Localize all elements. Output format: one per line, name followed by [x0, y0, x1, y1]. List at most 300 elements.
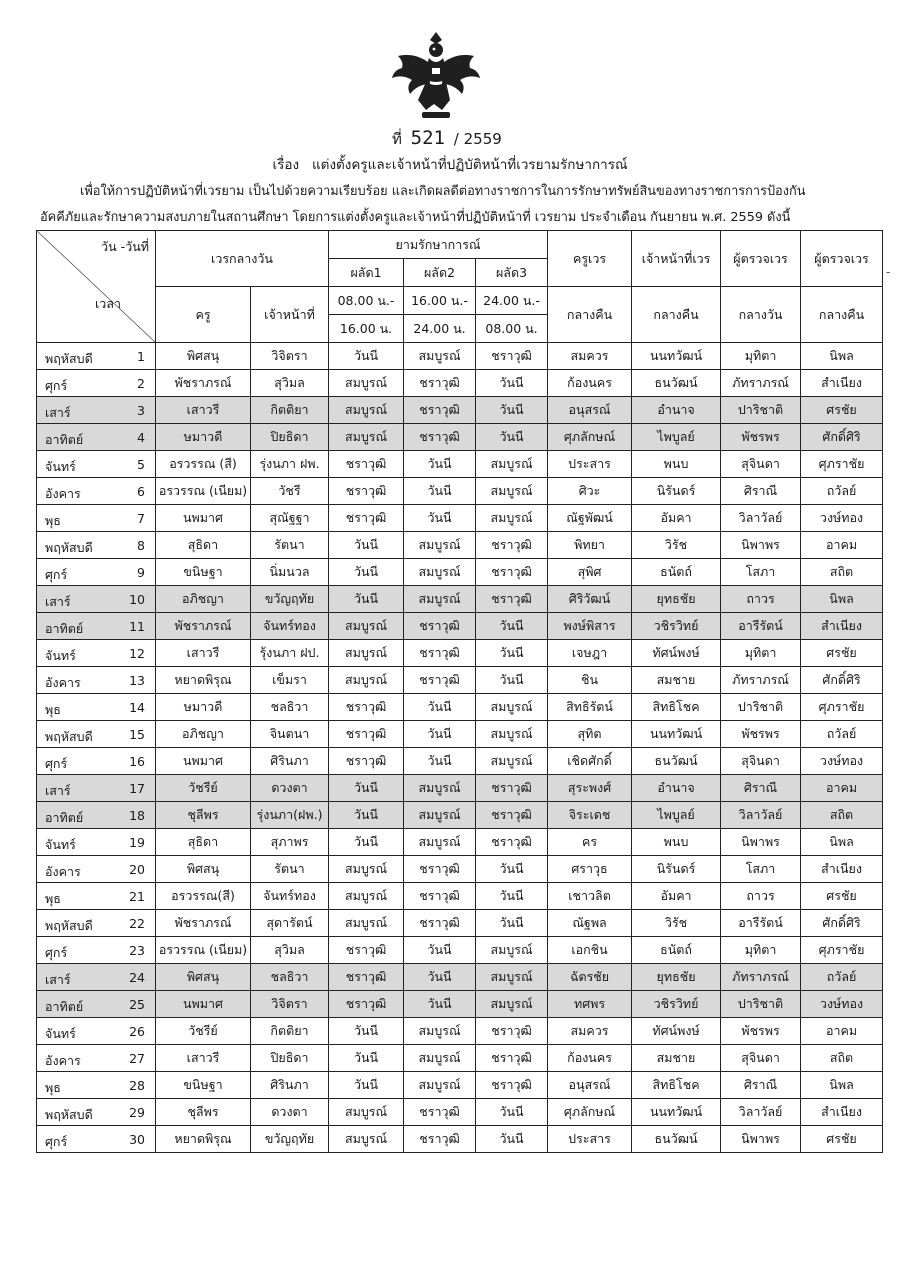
inspector-night-cell: นิพล: [801, 343, 883, 370]
shift3-guard-cell: วันนี: [476, 1126, 548, 1153]
day-staff-cell: วิจิตรา: [251, 343, 329, 370]
night-teacher-cell: สุระพงศ์: [548, 775, 632, 802]
day-staff-cell: เข็มรา: [251, 667, 329, 694]
inspector-night-cell: สำเนียง: [801, 370, 883, 397]
night-teacher-cell: สมควร: [548, 1018, 632, 1045]
shift2-guard-cell: สมบูรณ์: [404, 586, 476, 613]
day-name: เสาร์: [45, 594, 71, 609]
shift2-guard-cell: สมบูรณ์: [404, 802, 476, 829]
night-staff-cell: สมชาย: [632, 1045, 721, 1072]
day-name: อาทิตย์: [45, 432, 84, 447]
day-cell: [37, 775, 156, 802]
inspector-day-cell: ปาริชาติ: [721, 991, 801, 1018]
shift3-guard-cell: วันนี: [476, 640, 548, 667]
day-staff-cell: รุ้งนภา ฝป.: [251, 640, 329, 667]
inspector-day-cell: ปาริชาติ: [721, 397, 801, 424]
table-row: [37, 667, 883, 694]
day-staff-cell: กิตติยา: [251, 397, 329, 424]
day-teacher-cell: อภิชญา: [156, 586, 251, 613]
table-row: [37, 613, 883, 640]
day-teacher-cell: เสาวรี: [156, 1045, 251, 1072]
header-night-teacher-sub: กลางคืน: [548, 287, 632, 343]
inspector-night-cell: วงษ์ทอง: [801, 991, 883, 1018]
night-staff-cell: อัมคา: [632, 883, 721, 910]
table-row: [37, 1099, 883, 1126]
day-number: 8: [137, 538, 145, 553]
day-cell: [37, 1099, 156, 1126]
day-teacher-cell: สุธิดา: [156, 532, 251, 559]
header-day-duty: เวรกลางวัน: [156, 231, 329, 287]
day-name: อาทิตย์: [45, 810, 84, 825]
day-number: 16: [129, 754, 145, 769]
day-staff-cell: วิจิตรา: [251, 991, 329, 1018]
night-staff-cell: ทัศน์พงษ์: [632, 1018, 721, 1045]
inspector-night-cell: ศรชัย: [801, 1126, 883, 1153]
shift3-guard-cell: ชราวุฒิ: [476, 1072, 548, 1099]
day-name: พฤหัสบดี: [45, 540, 93, 555]
day-name: จันทร์: [45, 837, 76, 852]
day-cell: [37, 451, 156, 478]
shift2-guard-cell: ชราวุฒิ: [404, 667, 476, 694]
inspector-day-cell: อารีรัตน์: [721, 613, 801, 640]
inspector-night-cell: วงษ์ทอง: [801, 748, 883, 775]
day-staff-cell: รัตนา: [251, 532, 329, 559]
day-cell: [37, 829, 156, 856]
night-teacher-cell: เอกชิน: [548, 937, 632, 964]
night-teacher-cell: ศิวะ: [548, 478, 632, 505]
night-teacher-cell: คร: [548, 829, 632, 856]
day-name: จันทร์: [45, 459, 76, 474]
inspector-night-cell: ศุภราชัย: [801, 451, 883, 478]
inspector-day-cell: ศิราณี: [721, 478, 801, 505]
night-teacher-cell: เชิดศักดิ์: [548, 748, 632, 775]
shift3-guard-cell: วันนี: [476, 883, 548, 910]
shift2-guard-cell: วันนี: [404, 451, 476, 478]
day-number: 1: [137, 349, 145, 364]
day-cell: [37, 748, 156, 775]
night-teacher-cell: พิทยา: [548, 532, 632, 559]
day-cell: [37, 640, 156, 667]
inspector-day-cell: ถาวร: [721, 586, 801, 613]
table-row: [37, 451, 883, 478]
day-teacher-cell: พิศสนุ: [156, 856, 251, 883]
table-row: [37, 829, 883, 856]
day-teacher-cell: นพมาศ: [156, 991, 251, 1018]
margin-mark: -: [886, 265, 891, 279]
shift1-guard-cell: สมบูรณ์: [329, 856, 404, 883]
night-teacher-cell: ก้องนคร: [548, 370, 632, 397]
day-teacher-cell: พิศสนุ: [156, 343, 251, 370]
shift2-guard-cell: ชราวุฒิ: [404, 613, 476, 640]
day-staff-cell: สุณัฐฐา: [251, 505, 329, 532]
day-number: 15: [129, 727, 145, 742]
table-row: [37, 424, 883, 451]
shift2-guard-cell: ชราวุฒิ: [404, 910, 476, 937]
day-staff-cell: สุดารัตน์: [251, 910, 329, 937]
inspector-day-cell: สุจินดา: [721, 748, 801, 775]
shift1-guard-cell: ชราวุฒิ: [329, 478, 404, 505]
shift3-guard-cell: สมบูรณ์: [476, 721, 548, 748]
table-header-row: [37, 231, 883, 259]
table-row: [37, 1072, 883, 1099]
night-staff-cell: ธนวัฒน์: [632, 748, 721, 775]
shift2-guard-cell: ชราวุฒิ: [404, 856, 476, 883]
shift1-guard-cell: วันนี: [329, 1018, 404, 1045]
header-inspector-night: ผู้ตรวจเวร: [801, 231, 883, 287]
header-shift2-from: 16.00 น.-: [404, 287, 476, 315]
inspector-day-cell: นิพาพร: [721, 1126, 801, 1153]
day-name: อังคาร: [45, 675, 81, 690]
day-cell: [37, 559, 156, 586]
header-inspector-day-sub: กลางวัน: [721, 287, 801, 343]
day-staff-cell: ปิยธิดา: [251, 1045, 329, 1072]
inspector-day-cell: นิพาพร: [721, 532, 801, 559]
header-teacher: ครู: [156, 287, 251, 343]
day-staff-cell: รุ่งนภา(ฝพ.): [251, 802, 329, 829]
day-staff-cell: ดวงตา: [251, 1099, 329, 1126]
day-number: 21: [129, 889, 145, 904]
table-row: [37, 343, 883, 370]
shift3-guard-cell: ชราวุฒิ: [476, 586, 548, 613]
shift1-guard-cell: วันนี: [329, 829, 404, 856]
day-cell: [37, 1018, 156, 1045]
table-row: [37, 1018, 883, 1045]
inspector-night-cell: สถิต: [801, 1045, 883, 1072]
day-name: จันทร์: [45, 648, 76, 663]
day-teacher-cell: วัชรีย์: [156, 1018, 251, 1045]
day-cell: [37, 694, 156, 721]
header-day-date-time: [37, 231, 156, 343]
day-number: 29: [129, 1105, 145, 1120]
table-row: [37, 802, 883, 829]
day-name: พฤหัสบดี: [45, 351, 93, 366]
night-staff-cell: สิทธิโชค: [632, 1072, 721, 1099]
shift3-guard-cell: วันนี: [476, 424, 548, 451]
shift2-guard-cell: วันนี: [404, 505, 476, 532]
night-staff-cell: อัมคา: [632, 505, 721, 532]
day-teacher-cell: พัชราภรณ์: [156, 370, 251, 397]
inspector-night-cell: สถิต: [801, 559, 883, 586]
shift3-guard-cell: สมบูรณ์: [476, 694, 548, 721]
night-teacher-cell: ณัฐพัฒน์: [548, 505, 632, 532]
night-staff-cell: ธนวัฒน์: [632, 1126, 721, 1153]
day-name: อังคาร: [45, 1053, 81, 1068]
inspector-night-cell: อาคม: [801, 775, 883, 802]
day-number: 24: [129, 970, 145, 985]
night-teacher-cell: เชาวลิต: [548, 883, 632, 910]
inspector-night-cell: ถวัลย์: [801, 478, 883, 505]
table-row: [37, 694, 883, 721]
night-staff-cell: พนบ: [632, 829, 721, 856]
night-teacher-cell: สิทธิรัตน์: [548, 694, 632, 721]
shift3-guard-cell: สมบูรณ์: [476, 478, 548, 505]
day-staff-cell: นิ่มนวล: [251, 559, 329, 586]
header-day-date: วัน -วันที่: [101, 239, 149, 254]
shift1-guard-cell: ชราวุฒิ: [329, 937, 404, 964]
day-staff-cell: ศิรินภา: [251, 1072, 329, 1099]
day-name: อาทิตย์: [45, 621, 84, 636]
header-shift3: ผลัด3: [476, 259, 548, 287]
day-number: 11: [129, 619, 145, 634]
shift1-guard-cell: ชราวุฒิ: [329, 721, 404, 748]
inspector-day-cell: วิลาวัลย์: [721, 802, 801, 829]
inspector-night-cell: นิพล: [801, 829, 883, 856]
shift2-guard-cell: วันนี: [404, 694, 476, 721]
night-teacher-cell: ฉัตรชัย: [548, 964, 632, 991]
day-number: 27: [129, 1051, 145, 1066]
night-staff-cell: ยุทธชัย: [632, 964, 721, 991]
night-staff-cell: อำนาจ: [632, 397, 721, 424]
inspector-night-cell: ถวัลย์: [801, 964, 883, 991]
day-cell: [37, 370, 156, 397]
inspector-night-cell: ศรชัย: [801, 397, 883, 424]
header-shift2-to: 24.00 น.: [404, 315, 476, 343]
day-name: พฤหัสบดี: [45, 1107, 93, 1122]
day-name: พุธ: [45, 702, 61, 717]
header-shift2: ผลัด2: [404, 259, 476, 287]
day-cell: [37, 721, 156, 748]
day-cell: [37, 667, 156, 694]
table-row: [37, 397, 883, 424]
shift2-guard-cell: สมบูรณ์: [404, 559, 476, 586]
header-shift1-to: 16.00 น.: [329, 315, 404, 343]
inspector-day-cell: ศิราณี: [721, 775, 801, 802]
shift1-guard-cell: วันนี: [329, 1045, 404, 1072]
shift3-guard-cell: ชราวุฒิ: [476, 1018, 548, 1045]
header-shift3-from: 24.00 น.-: [476, 287, 548, 315]
day-teacher-cell: อภิชญา: [156, 721, 251, 748]
night-staff-cell: พนบ: [632, 451, 721, 478]
inspector-night-cell: อาคม: [801, 532, 883, 559]
table-header-row: [37, 287, 883, 315]
day-number: 26: [129, 1024, 145, 1039]
day-cell: [37, 964, 156, 991]
shift3-guard-cell: ชราวุฒิ: [476, 1045, 548, 1072]
day-name: ศุกร์: [45, 567, 68, 582]
shift1-guard-cell: วันนี: [329, 532, 404, 559]
day-name: เสาร์: [45, 972, 71, 987]
shift2-guard-cell: สมบูรณ์: [404, 1045, 476, 1072]
day-teacher-cell: นพมาศ: [156, 505, 251, 532]
day-staff-cell: ขวัญฤทัย: [251, 1126, 329, 1153]
shift2-guard-cell: วันนี: [404, 991, 476, 1018]
day-cell: [37, 1072, 156, 1099]
night-staff-cell: สิทธิโชค: [632, 694, 721, 721]
day-teacher-cell: พัชราภรณ์: [156, 910, 251, 937]
inspector-day-cell: ศิราณี: [721, 1072, 801, 1099]
day-number: 9: [137, 565, 145, 580]
day-cell: [37, 883, 156, 910]
shift3-guard-cell: วันนี: [476, 397, 548, 424]
header-guard: ยามรักษาการณ์: [329, 231, 548, 259]
day-name: พุธ: [45, 513, 61, 528]
day-staff-cell: สุวิมล: [251, 937, 329, 964]
header-shift3-to: 08.00 น.: [476, 315, 548, 343]
night-teacher-cell: จิระเดช: [548, 802, 632, 829]
shift2-guard-cell: วันนี: [404, 478, 476, 505]
inspector-day-cell: ปาริชาติ: [721, 694, 801, 721]
shift1-guard-cell: สมบูรณ์: [329, 883, 404, 910]
shift1-guard-cell: สมบูรณ์: [329, 1099, 404, 1126]
night-staff-cell: อำนาจ: [632, 775, 721, 802]
shift2-guard-cell: วันนี: [404, 748, 476, 775]
day-cell: [37, 1126, 156, 1153]
table-row: [37, 505, 883, 532]
shift2-guard-cell: ชราวุฒิ: [404, 640, 476, 667]
inspector-day-cell: ภัทราภรณ์: [721, 667, 801, 694]
night-teacher-cell: อนุสรณ์: [548, 397, 632, 424]
table-row: [37, 883, 883, 910]
shift1-guard-cell: วันนี: [329, 559, 404, 586]
day-teacher-cell: อรวรรณ(สี): [156, 883, 251, 910]
inspector-day-cell: มุทิตา: [721, 640, 801, 667]
inspector-night-cell: ศรชัย: [801, 640, 883, 667]
shift3-guard-cell: ชราวุฒิ: [476, 802, 548, 829]
night-staff-cell: ไพบูลย์: [632, 802, 721, 829]
shift3-guard-cell: วันนี: [476, 856, 548, 883]
shift2-guard-cell: ชราวุฒิ: [404, 397, 476, 424]
night-staff-cell: วิรัช: [632, 910, 721, 937]
shift3-guard-cell: สมบูรณ์: [476, 505, 548, 532]
day-number: 20: [129, 862, 145, 877]
inspector-day-cell: ถาวร: [721, 883, 801, 910]
shift1-guard-cell: วันนี: [329, 775, 404, 802]
shift1-guard-cell: สมบูรณ์: [329, 640, 404, 667]
shift3-guard-cell: สมบูรณ์: [476, 451, 548, 478]
day-number: 30: [129, 1132, 145, 1147]
shift2-guard-cell: สมบูรณ์: [404, 775, 476, 802]
table-row: [37, 721, 883, 748]
day-teacher-cell: นพมาศ: [156, 748, 251, 775]
day-staff-cell: วัชรี: [251, 478, 329, 505]
table-row: [37, 775, 883, 802]
shift1-guard-cell: ชราวุฒิ: [329, 991, 404, 1018]
day-number: 23: [129, 943, 145, 958]
day-staff-cell: สุภาพร: [251, 829, 329, 856]
day-name: เสาร์: [45, 405, 71, 420]
day-number: 18: [129, 808, 145, 823]
day-teacher-cell: สุธิดา: [156, 829, 251, 856]
day-name: พฤหัสบดี: [45, 918, 93, 933]
night-staff-cell: ธนวัฒน์: [632, 370, 721, 397]
night-teacher-cell: สมควร: [548, 343, 632, 370]
shift2-guard-cell: สมบูรณ์: [404, 829, 476, 856]
shift3-guard-cell: ชราวุฒิ: [476, 775, 548, 802]
night-staff-cell: นนทวัฒน์: [632, 1099, 721, 1126]
inspector-day-cell: วิลาวัลย์: [721, 505, 801, 532]
day-number: 17: [129, 781, 145, 796]
inspector-day-cell: พัชรพร: [721, 721, 801, 748]
day-cell: [37, 856, 156, 883]
night-staff-cell: นิรันดร์: [632, 478, 721, 505]
night-teacher-cell: พงษ์พิสาร: [548, 613, 632, 640]
shift1-guard-cell: ชราวุฒิ: [329, 964, 404, 991]
inspector-day-cell: อารีรัตน์: [721, 910, 801, 937]
day-teacher-cell: พิศสนุ: [156, 964, 251, 991]
night-teacher-cell: ชิน: [548, 667, 632, 694]
inspector-day-cell: วิลาวัลย์: [721, 1099, 801, 1126]
night-teacher-cell: ศราวุธ: [548, 856, 632, 883]
day-staff-cell: ศิรินภา: [251, 748, 329, 775]
inspector-day-cell: มุทิตา: [721, 343, 801, 370]
shift1-guard-cell: สมบูรณ์: [329, 613, 404, 640]
inspector-day-cell: นิพาพร: [721, 829, 801, 856]
day-number: 19: [129, 835, 145, 850]
inspector-day-cell: มุทิตา: [721, 937, 801, 964]
table-row: [37, 991, 883, 1018]
shift1-guard-cell: วันนี: [329, 802, 404, 829]
shift2-guard-cell: ชราวุฒิ: [404, 424, 476, 451]
day-number: 14: [129, 700, 145, 715]
day-teacher-cell: ชุลีพร: [156, 1099, 251, 1126]
table-row: [37, 748, 883, 775]
day-number: 4: [137, 430, 145, 445]
inspector-night-cell: สำเนียง: [801, 856, 883, 883]
day-cell: [37, 937, 156, 964]
night-teacher-cell: อนุสรณ์: [548, 1072, 632, 1099]
header-staff: เจ้าหน้าที่: [251, 287, 329, 343]
shift3-guard-cell: สมบูรณ์: [476, 964, 548, 991]
day-number: 10: [129, 592, 145, 607]
inspector-day-cell: พัชรพร: [721, 424, 801, 451]
table-row: [37, 910, 883, 937]
day-cell: [37, 802, 156, 829]
day-number: 6: [137, 484, 145, 499]
night-staff-cell: ยุทธชัย: [632, 586, 721, 613]
table-row: [37, 586, 883, 613]
table-row: [37, 1045, 883, 1072]
table-row: [37, 1126, 883, 1153]
shift1-guard-cell: ชราวุฒิ: [329, 694, 404, 721]
header-inspector-day: ผู้ตรวจเวร: [721, 231, 801, 287]
day-number: 13: [129, 673, 145, 688]
header-inspector-night-sub: กลางคืน: [801, 287, 883, 343]
day-name: อังคาร: [45, 486, 81, 501]
day-name: อังคาร: [45, 864, 81, 879]
day-cell: [37, 1045, 156, 1072]
inspector-night-cell: ศักดิ์ศิริ: [801, 667, 883, 694]
table-row: [37, 937, 883, 964]
inspector-night-cell: อาคม: [801, 1018, 883, 1045]
shift3-guard-cell: สมบูรณ์: [476, 991, 548, 1018]
day-cell: [37, 343, 156, 370]
shift2-guard-cell: วันนี: [404, 964, 476, 991]
day-name: อาทิตย์: [45, 999, 84, 1014]
day-staff-cell: จันทร์ทอง: [251, 883, 329, 910]
table-row: [37, 640, 883, 667]
day-name: เสาร์: [45, 783, 71, 798]
table-row: [37, 964, 883, 991]
inspector-night-cell: นิพล: [801, 1072, 883, 1099]
shift2-guard-cell: สมบูรณ์: [404, 532, 476, 559]
night-teacher-cell: ประสาร: [548, 1126, 632, 1153]
shift2-guard-cell: สมบูรณ์: [404, 343, 476, 370]
inspector-night-cell: ศุภราชัย: [801, 694, 883, 721]
night-staff-cell: ทัศน์พงษ์: [632, 640, 721, 667]
day-staff-cell: จันทร์ทอง: [251, 613, 329, 640]
day-cell: [37, 613, 156, 640]
night-staff-cell: ไพบูลย์: [632, 424, 721, 451]
table-row: [37, 370, 883, 397]
night-teacher-cell: ประสาร: [548, 451, 632, 478]
day-cell: [37, 397, 156, 424]
day-teacher-cell: ขนิษฐา: [156, 1072, 251, 1099]
header-time: เวลา: [95, 296, 121, 311]
night-staff-cell: วชิรวิทย์: [632, 613, 721, 640]
inspector-day-cell: โสภา: [721, 856, 801, 883]
inspector-night-cell: สำเนียง: [801, 1099, 883, 1126]
night-teacher-cell: ก้องนคร: [548, 1045, 632, 1072]
